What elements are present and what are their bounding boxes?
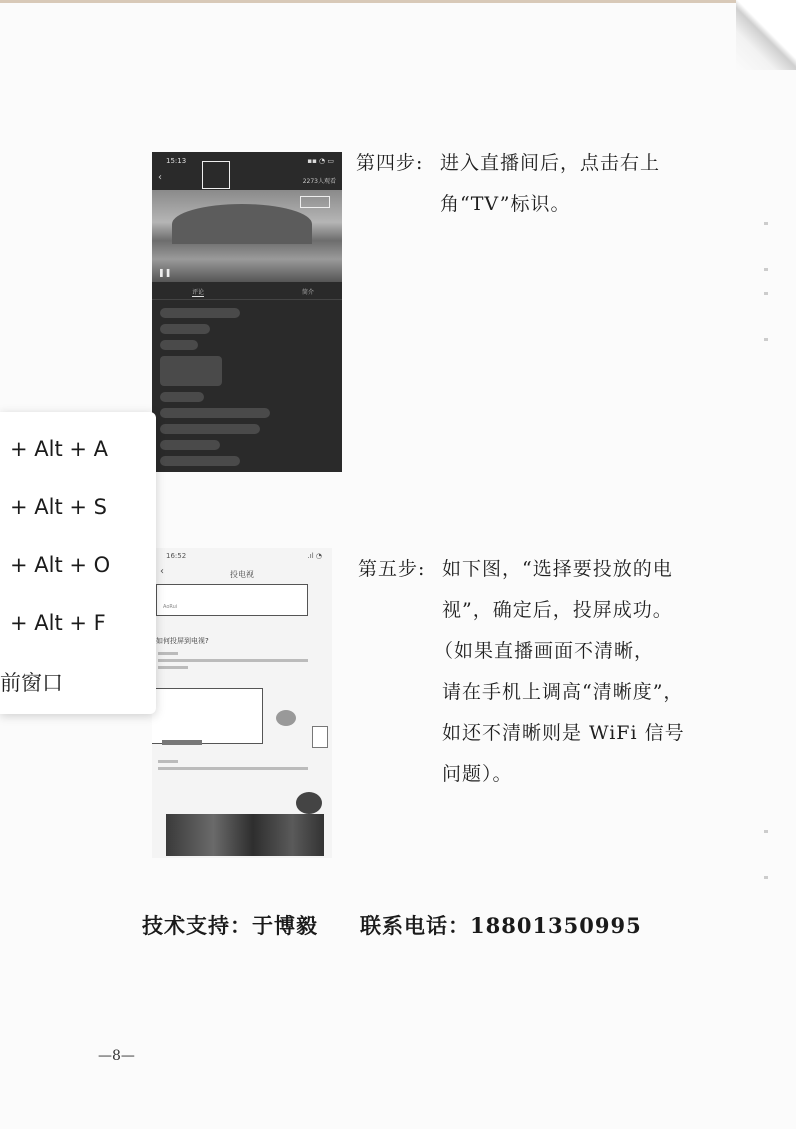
scan-speck xyxy=(764,876,768,879)
pause-icon: ❚❚ xyxy=(158,268,172,277)
status-time: 16:52 xyxy=(166,552,187,560)
cast-tv-screenshot xyxy=(152,548,332,858)
menu-item-alt-a[interactable]: + Alt + A xyxy=(10,437,109,461)
viewer-count: 2273人观看 xyxy=(302,178,336,185)
live-room-screenshot xyxy=(152,152,342,472)
tv-icon xyxy=(300,196,330,208)
comment-item xyxy=(160,392,204,402)
video-thumbnail xyxy=(166,814,324,856)
page-curl xyxy=(736,0,796,70)
phone-icon xyxy=(312,726,328,748)
help-text-line xyxy=(158,760,178,763)
scan-speck xyxy=(764,338,768,341)
landscape-image xyxy=(172,204,312,244)
highlight-box xyxy=(202,161,230,189)
shortcut-menu xyxy=(0,412,156,714)
device-name: AoRui xyxy=(163,604,178,610)
back-icon: ‹ xyxy=(158,172,162,183)
step-4 xyxy=(356,143,696,233)
device-box xyxy=(156,584,308,616)
tech-support: 技术支持：于博毅 xyxy=(142,913,318,938)
step-5-line: （如果直播画面不清晰， xyxy=(434,640,655,662)
comment-item xyxy=(160,440,220,450)
comment-list xyxy=(160,308,330,472)
step-5 xyxy=(358,549,718,799)
step-5-line: 问题）。 xyxy=(442,763,513,785)
status-time: 15:13 xyxy=(166,157,187,165)
menu-item-alt-s[interactable]: + Alt + S xyxy=(10,495,107,519)
page-number: —8— xyxy=(98,1048,135,1064)
step-5-line: 如还不清晰则是 WiFi 信号 xyxy=(442,722,685,744)
menu-item-alt-f[interactable]: + Alt + F xyxy=(10,611,106,635)
menu-item-current-window[interactable]: 前窗口 xyxy=(0,671,63,695)
scan-speck xyxy=(764,222,768,225)
step-4-label: 第四步: xyxy=(356,152,424,174)
step-4-line: 角“TV”标识。 xyxy=(440,193,571,215)
scan-speck xyxy=(764,830,768,833)
live-tabs xyxy=(152,283,342,300)
screen-title: 投电视 xyxy=(230,570,254,579)
step-5-line: 如下图，“选择要投放的电 xyxy=(442,558,673,580)
step-4-line: 进入直播间后，点击右上 xyxy=(440,152,661,174)
help-text-line xyxy=(158,666,188,669)
comment-item xyxy=(160,456,240,466)
menu-item-alt-o[interactable]: + Alt + O xyxy=(10,553,111,577)
help-question: 如何投屏到电视? xyxy=(156,637,209,645)
contact-footer xyxy=(142,910,642,940)
contact-phone: 联系电话：18801350995 xyxy=(360,913,642,938)
help-text-line xyxy=(158,767,308,770)
tab-intro: 简介 xyxy=(302,289,315,296)
cast-icon xyxy=(296,792,322,814)
step-5-label: 第五步: xyxy=(358,558,426,580)
comment-item xyxy=(160,340,198,350)
scan-speck xyxy=(764,292,768,295)
live-nav-bar xyxy=(152,170,342,188)
tab-comments: 评论 xyxy=(192,289,205,296)
signal-icon: .ıl ◔ xyxy=(307,552,322,560)
step-5-line: 视”，确定后，投屏成功。 xyxy=(442,599,673,621)
signal-battery-icon: ▪▪ ◔ ▭ xyxy=(307,157,334,165)
wifi-icon xyxy=(276,710,296,726)
comment-item xyxy=(160,308,240,318)
step-5-line: 请在手机上调高“清晰度”， xyxy=(442,681,684,703)
comment-item xyxy=(160,424,260,434)
comment-item xyxy=(160,408,270,418)
scan-top-edge xyxy=(0,0,796,3)
back-icon: ‹ xyxy=(160,566,164,577)
help-text-line xyxy=(158,659,308,662)
comment-item xyxy=(160,356,222,386)
scan-speck xyxy=(764,268,768,271)
tv-illustration xyxy=(152,688,263,744)
tv-stand xyxy=(162,740,202,745)
status-bar xyxy=(152,152,342,168)
help-text-line xyxy=(158,652,178,655)
comment-item xyxy=(160,324,210,334)
